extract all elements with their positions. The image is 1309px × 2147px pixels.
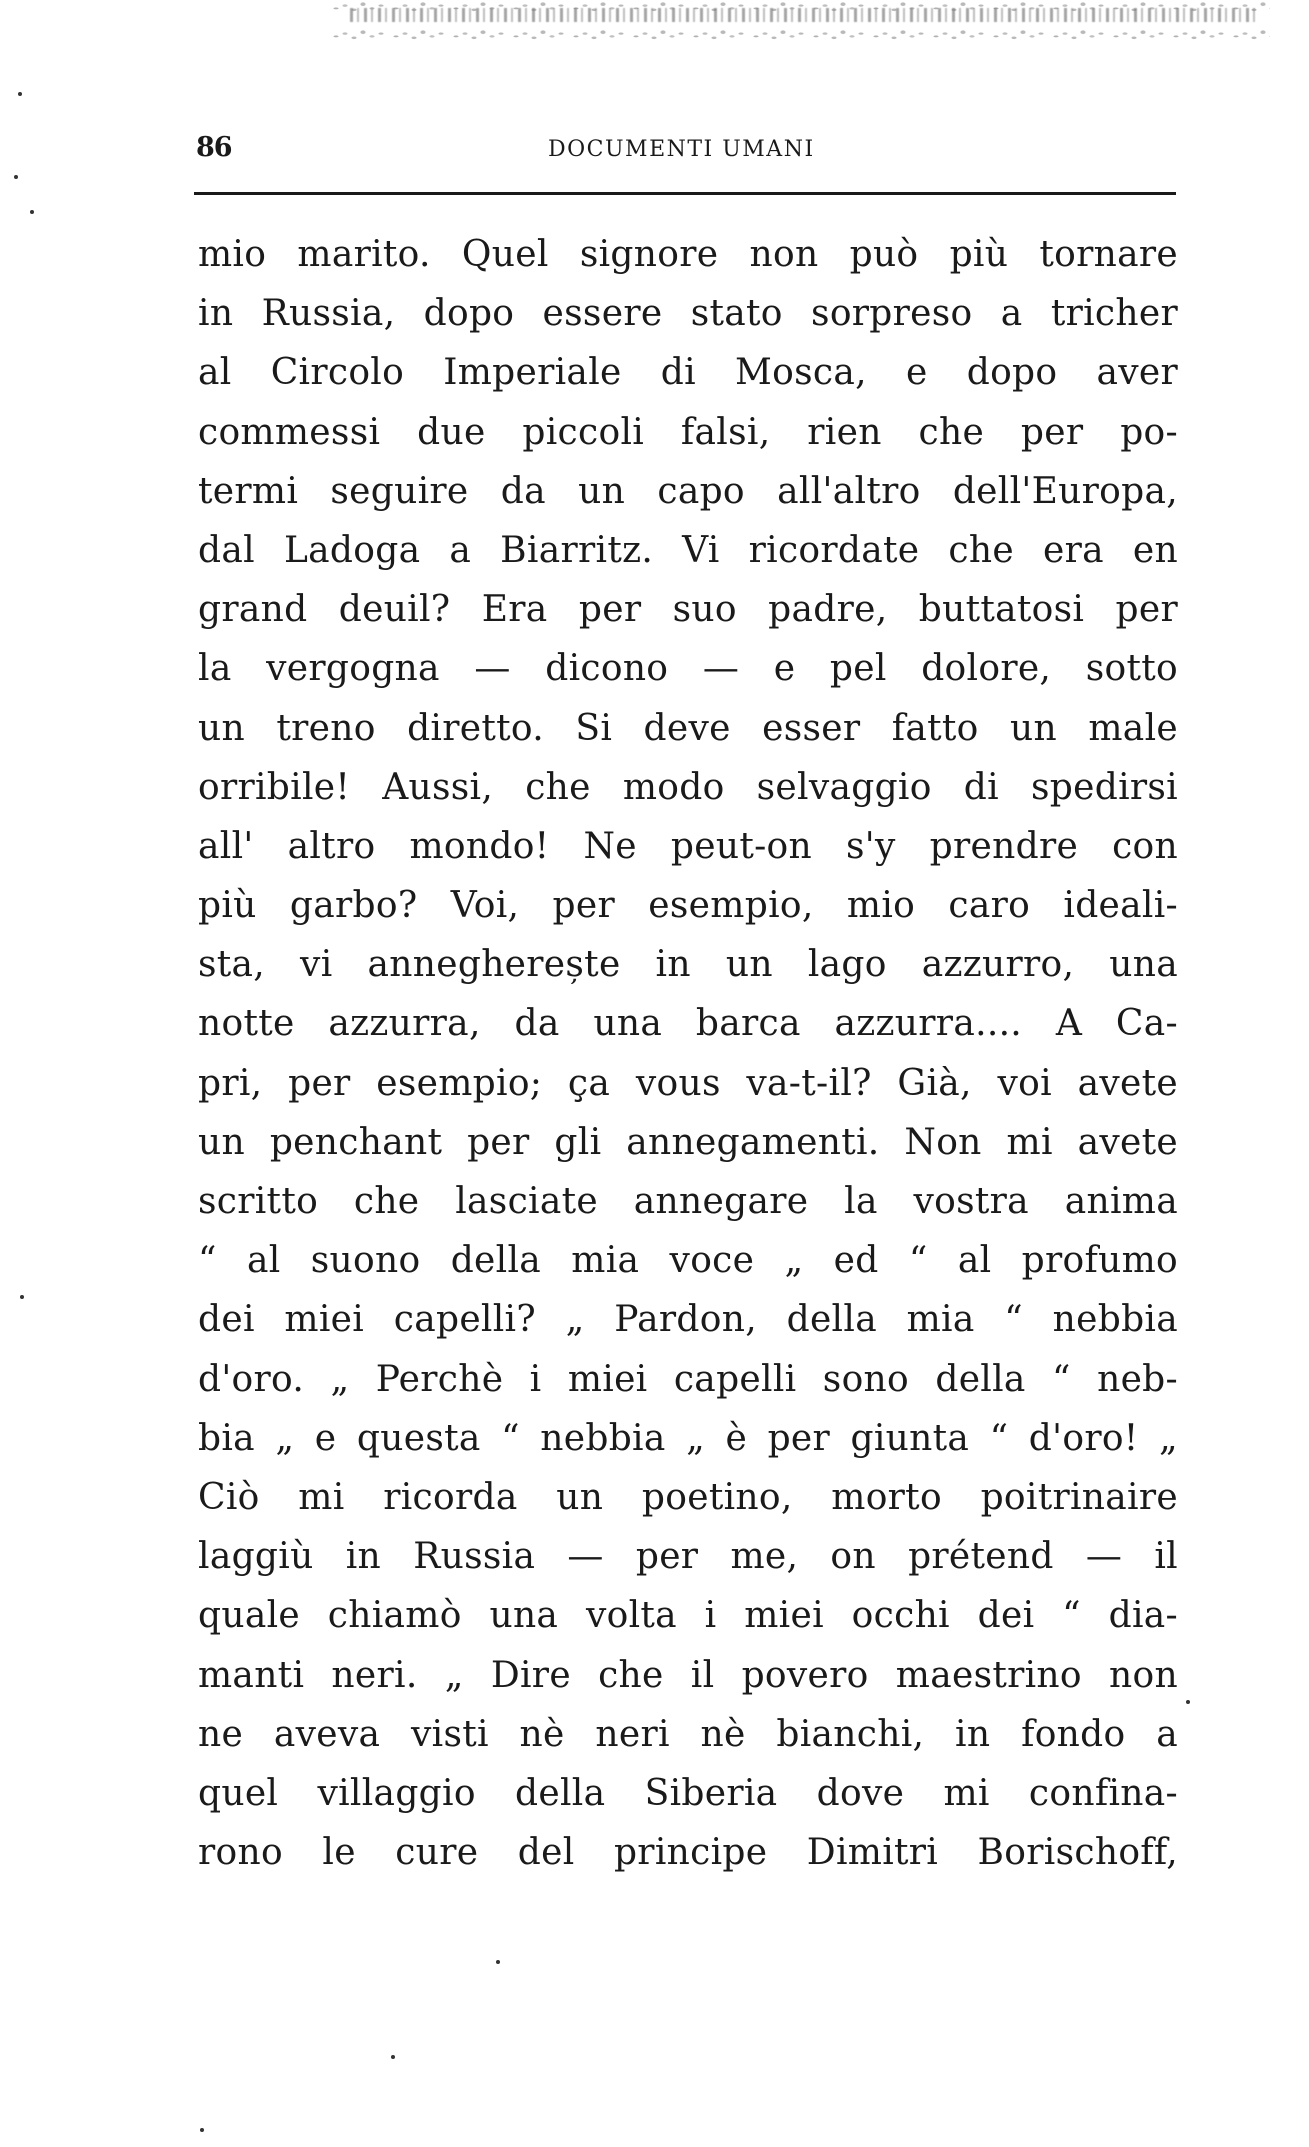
text-line: dal Ladoga a Biarritz. Vi ricordate che era en xyxy=(198,529,1178,571)
scan-speck xyxy=(20,1295,24,1299)
text-line: dei miei capelli? „ Pardon, della mia “ nebbia xyxy=(198,1299,1178,1341)
scan-speck xyxy=(1186,1700,1190,1704)
text-line: commessi due piccoli falsi, rien che per po- xyxy=(198,411,1178,453)
text-line: mio marito. Quel signore non può più tornare xyxy=(198,234,1178,275)
text-line: orribile! Aussi, che modo selvaggio di spedirsi xyxy=(198,766,1178,808)
text-line: bia „ e questa “ nebbia „ è per giunta “ d'oro! „ xyxy=(198,1417,1178,1459)
scan-speck xyxy=(391,2055,395,2059)
header-rule xyxy=(194,192,1176,195)
text-line: in Russia, dopo essere stato sorpreso a tricher xyxy=(198,293,1178,335)
scan-noise-top xyxy=(330,0,1270,48)
scan-speck xyxy=(14,175,18,179)
text-line: la vergogna — dicono — e pel dolore, sotto xyxy=(198,648,1178,690)
text-line: Ciò mi ricorda un poetino, morto poitrinaire xyxy=(198,1476,1178,1518)
text-line: scritto che lasciate annegare la vostra anima xyxy=(198,1181,1178,1222)
text-line: grand deuil? Era per suo padre, buttatosi per xyxy=(198,589,1178,631)
text-line: notte azzurra, da una barca azzurra.... A Ca- xyxy=(198,1003,1178,1045)
text-line: quel villaggio della Siberia dove mi confina- xyxy=(198,1772,1178,1814)
page-header xyxy=(196,128,1176,168)
text-line: sta, vi annegherește in un lago azzurro, una xyxy=(198,944,1178,986)
scan-speck xyxy=(18,92,22,96)
text-line: quale chiamò una volta i miei occhi dei “ dia- xyxy=(198,1595,1178,1637)
text-line: manti neri. „ Dire che il povero maestrino non xyxy=(198,1654,1178,1696)
text-line: un treno diretto. Si deve esser fatto un male xyxy=(198,707,1178,749)
text-line: rono le cure del principe Dimitri Borischoff, xyxy=(198,1832,1178,1874)
page-number: 86 xyxy=(196,132,232,163)
text-line: al Circolo Imperiale di Mosca, e dopo aver xyxy=(198,352,1178,394)
scan-speck xyxy=(30,210,34,214)
body-text xyxy=(198,225,1178,1882)
text-line: “ al suono della mia voce „ ed “ al profumo xyxy=(198,1240,1178,1282)
scan-speck xyxy=(496,1960,500,1964)
text-line: un penchant per gli annegamenti. Non mi avete xyxy=(198,1121,1178,1163)
running-head: DOCUMENTI UMANI xyxy=(548,137,815,162)
text-line: d'oro. „ Perchè i miei capelli sono della “ neb- xyxy=(198,1358,1178,1400)
text-line: termi seguire da un capo all'altro dell'Europa, xyxy=(198,470,1178,512)
text-line: pri, per esempio; ça vous va-t-il? Già, voi avete xyxy=(198,1062,1178,1104)
text-line: laggiù in Russia — per me, on prétend — il xyxy=(198,1536,1178,1578)
scan-speck xyxy=(200,2128,204,2132)
text-line: ne aveva visti nè neri nè bianchi, in fondo a xyxy=(198,1713,1178,1755)
text-line: più garbo? Voi, per esempio, mio caro ideali- xyxy=(198,885,1178,927)
text-line: all' altro mondo! Ne peut-on s'y prendre con xyxy=(198,825,1178,867)
